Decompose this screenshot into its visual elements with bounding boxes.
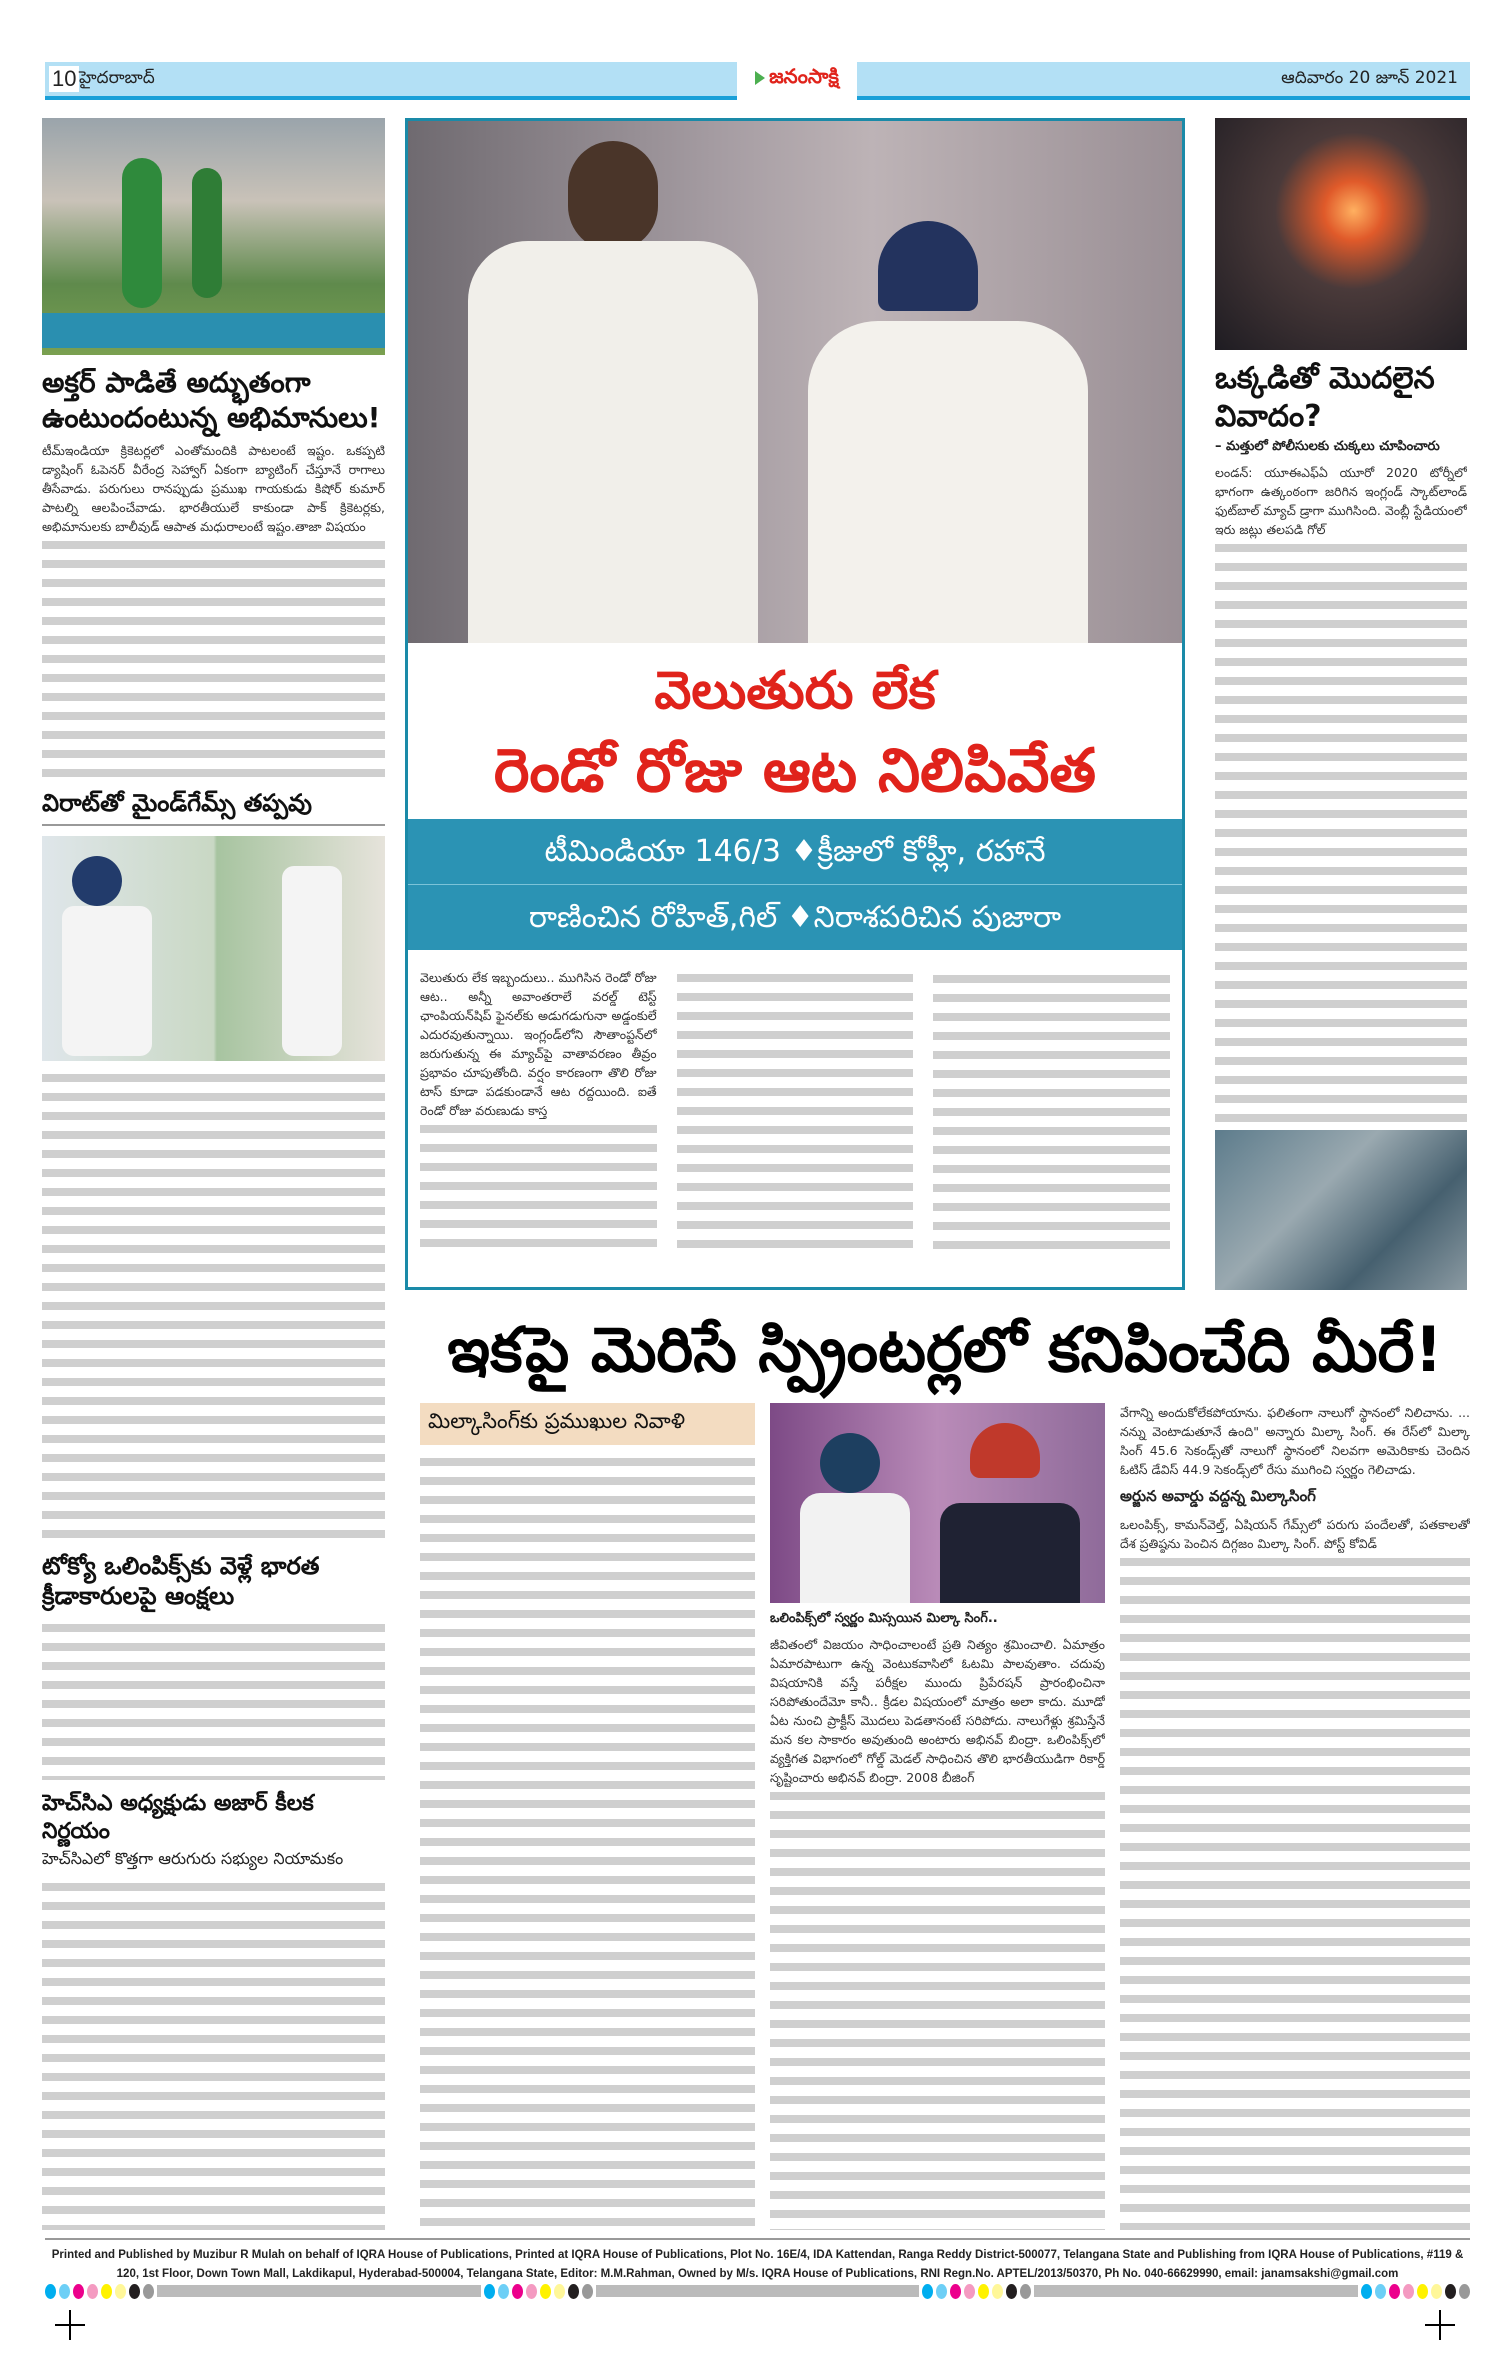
feature-section <box>420 1310 1470 2230</box>
story-body <box>42 1619 385 1781</box>
text-continuation <box>770 1787 1105 2230</box>
logo-text: జనంసాక్షి <box>769 63 839 88</box>
feature-right-column <box>1120 1403 1470 2230</box>
text-continuation <box>1120 1553 1470 2230</box>
highlight-performers: రాణించిన రోహిత్,గిల్ ♦నిరాశపరిచిన పుజారా <box>408 884 1182 950</box>
lead-story <box>405 118 1185 1290</box>
story-text: లండన్: యూఈఎఫ్ఏ యూరో 2020 టోర్నీలో భాగంగా ఉత్కంఠంగా జరిగిన ఇంగ్లండ్ స్కాట్‌లాండ్ ఫుట్‌బాల్ మ్యాచ్ డ్రాగా ముగిసింది. వెంబ్లీ స్టేడియంలో ఇరు జట్లు తలపడి గోల్ <box>1215 465 1467 537</box>
feature-text: వేగాన్ని అందుకోలేకపోయాను. ఫలితంగా నాలుగో స్థానంలో నిలిచాను. ... నన్ను వెంటాడుతూనే ఉంది" అన్నారు మిల్కా సింగ్. ఈ రేస్‌లో మిల్కా సింగ్ 45.6 సెకండ్స్‌తో నాలుగో స్థానంలో నిలవగా అమెరికాకు చెందిన ఓటిస్ డేవిస్ 44.9 సెకండ్స్‌లో రేసు ముగించి స్వర్ణం గెలిచాడు. <box>1120 1404 1470 1477</box>
text-continuation <box>1215 539 1467 1124</box>
lead-body <box>420 968 1170 1279</box>
story-subhead: హెచ్‌సిఎలో కొత్తగా ఆరుగురు సభ్యుల నియామకం <box>42 1849 344 1869</box>
story-body <box>42 1878 385 2230</box>
photo-caption: ఒలింపిక్స్‌లో స్వర్ణం మిస్సయిన మిల్కా సింగ్.. <box>770 1610 998 1626</box>
color-registration-bar <box>45 2283 1470 2299</box>
crop-mark-icon <box>1425 2310 1455 2340</box>
crop-mark-icon <box>55 2310 85 2340</box>
story-headline: హెచ్‌సిఎ అధ్యక్షుడు అజార్ కీలక నిర్ణయం <box>42 1791 314 1844</box>
story-headline: ఒక్కడితో మొదలైన వివాదం? <box>1215 361 1435 434</box>
story-headline: అక్తర్ పాడితే అద్భుతంగా ఉంటుందంటున్న అభిమానులు! <box>42 366 381 434</box>
highlights-band <box>408 819 1182 950</box>
issue-date: ఆదివారం 20 జూన్ 2021 <box>1281 68 1458 88</box>
feature-mid-column <box>770 1403 1105 2230</box>
left-column <box>42 118 385 2230</box>
right-column <box>1215 118 1467 1290</box>
text-continuation <box>42 536 385 778</box>
page-header <box>45 62 1470 100</box>
story-headline: టోక్యో ఒలింపిక్స్‌కు వెళ్లే భారత క్రీడాకారులపై ఆంక్షలు <box>42 1551 320 1610</box>
story-subhead: – మత్తులో పోలీసులకు చుక్కలు చూపించారు <box>1215 439 1440 454</box>
stadium-flare-photo <box>1215 118 1467 350</box>
cricket-celebration-photo <box>42 118 385 355</box>
logo-arrow-icon <box>755 71 765 85</box>
lead-headline <box>408 643 1182 819</box>
story-body <box>42 1069 385 1541</box>
feature-body <box>420 1453 755 2230</box>
police-crowd-photo <box>1215 1130 1467 1290</box>
kohli-rahane-photo <box>408 121 1182 643</box>
story-headline: విరాట్‌తో మైండ్‌గేమ్స్ తప్పవు <box>42 788 312 817</box>
kohli-batting-photo <box>42 836 385 1061</box>
divider <box>42 824 385 826</box>
feature-headline: ఇకపై మెరిసే స్ప్రింటర్లలో కనిపించేది మీరే! <box>447 1313 1443 1386</box>
masthead-logo <box>737 56 857 100</box>
feature-box-title: మిల్కాసింగ్‌కు ప్రముఖుల నివాళి <box>420 1403 755 1445</box>
feature-text: ఒలంపిక్స్, కామన్‌వెల్త్, ఏషియన్ గేమ్స్‌లో పరుగు పందేలతో, పతకాలతో దేశ ప్రతిష్ఠను పెంచిన దిగ్గజం మిల్కా సింగ్. పోస్ట్ కోవిడ్ <box>1120 1516 1470 1551</box>
feature-left-column <box>420 1403 755 2230</box>
lead-headline-line1: వెలుతురు లేక <box>654 661 936 721</box>
story-text: టీమ్‌ఇండియా క్రికెటర్లలో ఎంతోమందికి పాటలంటే ఇష్టం. ఒకప్పటి డ్యాషింగ్ ఓపెనర్ వీరేంద్ర సెహ్వాగ్ ఏకంగా బ్యాటింగ్ చేస్తూనే రాగాలు తీసేవాడు. పరుగులు రానప్పుడు ప్రముఖ గాయకుడు కిషోర్ కుమార్ పాటల్ని ఆలపించేవాడు. భారతీయులే కాకుండా పాక్ క్రికెటర్లకు, అభిమానులకు బాలీవుడ్ ఆపాత మధురాలంటే ఇష్టం.తాజా విషయం <box>42 443 385 534</box>
feature-text: జీవితంలో విజయం సాధించాలంటే ప్రతి నిత్యం శ్రమించాలి. ఏమాత్రం ఏమారపాటుగా ఉన్న వెంటుకవాసిలో ఓటమి పాలవుతాం. చదువు విషయానికి వస్తే పరీక్షల ముందు ప్రిపేరషన్ ప్రారంభించినా సరిపోతుందేమో కానీ.. క్రీడల విషయంలో మాత్రం అలా కాదు. మూడో ఏట నుంచి ప్రాక్టీస్ మొదలు పెడతానంటే సరిపోదు. నాలుగేళ్లు శ్రమిస్తేనే మన కల సాకారం అవుతుంది అంటారు అభినవ్ బింద్రా. ఒలింపిక్స్‌లో వ్యక్తిగత విభాగంలో గోల్డ్ మెడల్ సాధించిన తొలి భారతీయుడిగా రికార్డ్ సృష్టించారు అభినవ్ బింద్రా. 2008 బీజింగ్ <box>770 1636 1105 1785</box>
imprint-line: Printed and Published by Muzibur R Mulah on behalf of IQRA House of Publications, Printed at IQRA House of Publications, Plot No. 16E/4, IDA Kattendan, Ranga Reddy District-500077, Telangana State and Publishing from IQRA House of Publications, #119 & 120, 1st Floor, Down Town Mall, Lakdikapul, Hyderabad-500004, Telangana State, Editor: M.M.Rahman, Owned by M/s. IQRA House of Publications, RNI Regn.No. APTEL/2013/50370, Ph No. 040-66629990, email: janamsakshi@gmail.com <box>45 2238 1470 2284</box>
lead-text: వెలుతురు లేక ఇబ్బందులు.. ముగిసిన రెండో రోజు ఆట.. అన్నీ అవాంతరాలే వరల్డ్ టెస్ట్ ఛాంపియన్‌షిప్ ఫైనల్‌కు అడుగడుగునా అడ్డంకులే ఎదురవుతున్నాయి. ఇంగ్లండ్‌లోని సౌతాంప్టన్‌లో జరుగుతున్న ఈ మ్యాచ్‌పై వాతావరణం తీవ్రం ప్రభావం చూపుతోంది. వర్షం కారణంగా తొలి రోజు టాస్ కూడా పడకుండానే ఆట రద్దయింది. ఐతే రెండో రోజు వరుణుడు కాస్త <box>420 970 657 1118</box>
highlight-score: టీమిండియా 146/3 ♦క్రీజులో కోహ్లీ, రహానే <box>544 834 1046 869</box>
feature-subhead: అర్జున అవార్డు వద్దన్న మిల్కాసింగ్ <box>1120 1486 1316 1505</box>
milkha-singh-photo <box>770 1403 1105 1603</box>
lead-headline-line2: రెండో రోజు ఆట నిలిపివేత <box>493 736 1097 806</box>
feature-columns <box>420 1403 1470 2230</box>
page-number: 10 <box>49 66 79 92</box>
edition-city: హైదరాబాద్ <box>79 68 155 88</box>
